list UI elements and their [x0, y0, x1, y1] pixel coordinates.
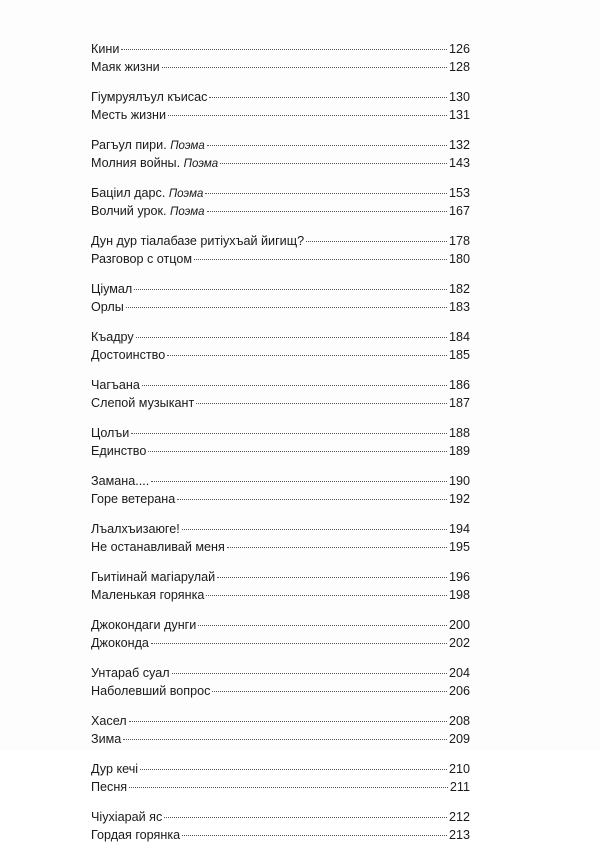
table-of-contents: [91, 40, 470, 856]
toc-entry-page-number: 184: [448, 330, 470, 344]
toc-entry-title-text: Песня: [91, 780, 128, 794]
dot-leader: [182, 529, 447, 530]
toc-entry-page-number: 143: [448, 156, 470, 170]
toc-entry: [91, 424, 470, 442]
toc-entry-title: [91, 298, 124, 316]
toc-entry-title: [91, 154, 218, 173]
toc-entry-title-text: Дун дур тіалабазе ритіухъай йигищ?: [91, 234, 305, 248]
toc-entry-page-number: 178: [448, 234, 470, 248]
toc-entry: [91, 826, 470, 844]
toc-entry-title: [91, 634, 149, 652]
toc-group: [91, 232, 470, 268]
toc-entry-page-number: 187: [448, 396, 470, 410]
toc-entry-title: [91, 808, 162, 826]
toc-group: [91, 568, 470, 604]
toc-entry: [91, 490, 470, 508]
toc-group: [91, 616, 470, 652]
toc-entry-genre-note: Поэма: [170, 140, 205, 152]
toc-entry-title-text: Чіухіарай яс: [91, 810, 163, 824]
toc-entry: [91, 712, 470, 730]
toc-entry: [91, 442, 470, 460]
toc-entry-page-number: 195: [448, 540, 470, 554]
toc-entry: [91, 328, 470, 346]
toc-group: [91, 664, 470, 700]
toc-entry-title-text: Достоинство: [91, 348, 166, 362]
toc-entry: [91, 250, 470, 268]
toc-entry-title: [91, 520, 180, 538]
dot-leader: [172, 673, 447, 674]
toc-entry-title: [91, 136, 205, 155]
toc-entry-page-number: 210: [448, 762, 470, 776]
toc-entry-page-number: 182: [448, 282, 470, 296]
toc-entry-page-number: 180: [448, 252, 470, 266]
toc-entry-page-number: 186: [448, 378, 470, 392]
toc-entry: [91, 298, 470, 316]
toc-entry-title: [91, 442, 146, 460]
toc-entry-page-number: 153: [448, 186, 470, 200]
toc-entry-title: [91, 616, 196, 634]
toc-entry: [91, 472, 470, 490]
dot-leader: [217, 577, 447, 578]
toc-entry: [91, 664, 470, 682]
toc-entry-page-number: 167: [448, 204, 470, 218]
dot-leader: [142, 385, 447, 386]
toc-entry: [91, 520, 470, 538]
dot-leader: [220, 163, 447, 164]
toc-entry-title-text: Чагъана: [91, 378, 140, 392]
dot-leader: [126, 307, 447, 308]
toc-entry-title: [91, 778, 127, 796]
toc-entry: [91, 58, 470, 76]
dot-leader: [205, 193, 447, 194]
toc-group: [91, 712, 470, 748]
toc-entry-title-text: Джокондаги дунги: [91, 618, 197, 632]
toc-entry: [91, 394, 470, 412]
toc-entry-page-number: 208: [448, 714, 470, 728]
toc-entry-title: [91, 280, 132, 298]
toc-entry-title-text: Дур кечі: [91, 762, 139, 776]
toc-entry: [91, 232, 470, 250]
toc-entry: [91, 586, 470, 604]
toc-entry-title-text: Гьитіинай магіарулай: [91, 570, 216, 584]
dot-leader: [129, 721, 447, 722]
toc-entry-title-text: Маленькая горянка: [91, 588, 205, 602]
toc-group: [91, 808, 470, 844]
toc-entry: [91, 154, 470, 172]
dot-leader: [136, 337, 447, 338]
toc-entry-page-number: 212: [448, 810, 470, 824]
toc-entry-title: [91, 232, 304, 250]
toc-entry-title: [91, 106, 166, 124]
toc-entry-title-text: Лъалхъизаюге!: [91, 522, 180, 536]
dot-leader: [194, 259, 447, 260]
dot-leader: [134, 289, 447, 290]
dot-leader: [148, 451, 447, 452]
toc-entry-title-text: Единство: [91, 444, 147, 458]
toc-entry-title-text: Орлы: [91, 300, 124, 314]
toc-entry-title: [91, 760, 138, 778]
toc-entry-page-number: 213: [448, 828, 470, 842]
toc-group: [91, 88, 470, 124]
toc-group: [91, 184, 470, 220]
dot-leader: [207, 145, 447, 146]
toc-entry: [91, 760, 470, 778]
toc-entry-title: [91, 58, 160, 76]
dot-leader: [207, 211, 447, 212]
toc-entry-title-text: Наболевший вопрос: [91, 684, 211, 698]
toc-entry: [91, 682, 470, 700]
toc-entry-page-number: 130: [448, 90, 470, 104]
dot-leader: [227, 547, 447, 548]
toc-entry: [91, 616, 470, 634]
toc-entry-title: [91, 40, 119, 58]
toc-entry-title-text: Гордая горянка: [91, 828, 181, 842]
toc-entry-title: [91, 328, 134, 346]
dot-leader: [131, 433, 447, 434]
toc-entry-title: [91, 250, 192, 268]
toc-group: [91, 136, 470, 172]
toc-entry-title-text: Цолъи: [91, 426, 130, 440]
toc-entry-title: [91, 586, 204, 604]
toc-entry-title: [91, 346, 165, 364]
dot-leader: [167, 355, 447, 356]
toc-entry-genre-note: Поэма: [183, 158, 219, 170]
toc-entry: [91, 202, 470, 220]
toc-entry-title: [91, 664, 170, 682]
toc-entry-title-text: Замана....: [91, 474, 150, 488]
toc-entry-page-number: 183: [448, 300, 470, 314]
toc-entry-title-text: Слепой музыкант: [91, 396, 195, 410]
toc-entry-title-text: Къадру: [91, 330, 134, 344]
toc-entry-title: [91, 730, 121, 748]
dot-leader: [121, 49, 447, 50]
toc-group: [91, 520, 470, 556]
toc-entry: [91, 778, 470, 796]
dot-leader: [177, 499, 447, 500]
toc-entry-title: [91, 376, 140, 394]
toc-entry-title: [91, 538, 225, 556]
dot-leader: [129, 787, 448, 788]
toc-entry-title: [91, 424, 129, 442]
toc-entry-title-text: Разговор с отцом: [91, 252, 193, 266]
toc-group: [91, 760, 470, 796]
toc-entry-title-text: Маяк жизни: [91, 60, 160, 74]
toc-entry: [91, 730, 470, 748]
toc-entry: [91, 634, 470, 652]
toc-entry: [91, 346, 470, 364]
toc-entry: [91, 88, 470, 106]
dot-leader: [198, 625, 447, 626]
toc-entry-page-number: 132: [448, 138, 470, 152]
toc-entry-title-text: Молния войны.: [91, 156, 181, 170]
toc-entry-page-number: 198: [448, 588, 470, 602]
toc-entry-title-text: Рагъул пири.: [91, 138, 167, 152]
toc-entry-page-number: 189: [448, 444, 470, 458]
dot-leader: [306, 241, 447, 242]
toc-entry: [91, 808, 470, 826]
toc-entry-title-text: Баціил дарс.: [91, 186, 166, 200]
toc-group: [91, 280, 470, 316]
toc-entry-page-number: 194: [448, 522, 470, 536]
toc-entry-title-text: Не останавливай меня: [91, 540, 225, 554]
toc-entry-title: [91, 472, 149, 490]
toc-entry-title-text: Горе ветерана: [91, 492, 176, 506]
toc-entry: [91, 184, 470, 202]
dot-leader: [209, 97, 447, 98]
toc-entry-page-number: 192: [448, 492, 470, 506]
toc-group: [91, 328, 470, 364]
toc-entry-title-text: Зима: [91, 732, 122, 746]
dot-leader: [168, 115, 447, 116]
toc-entry-title-text: Хасел: [91, 714, 127, 728]
toc-entry-page-number: 200: [448, 618, 470, 632]
toc-entry-page-number: 204: [448, 666, 470, 680]
toc-entry-page-number: 206: [448, 684, 470, 698]
toc-entry: [91, 568, 470, 586]
toc-entry-page-number: 185: [448, 348, 470, 362]
dot-leader: [196, 403, 447, 404]
toc-entry-title-text: Ціумал: [91, 282, 133, 296]
toc-group: [91, 424, 470, 460]
toc-entry: [91, 376, 470, 394]
toc-entry-page-number: 190: [448, 474, 470, 488]
toc-entry-title: [91, 568, 215, 586]
toc-entry: [91, 106, 470, 124]
toc-entry-page-number: 196: [448, 570, 470, 584]
toc-entry-title-text: Кини: [91, 42, 120, 56]
dot-leader: [123, 739, 447, 740]
dot-leader: [212, 691, 447, 692]
toc-entry-title-text: Гіумруялъул къисас: [91, 90, 208, 104]
toc-entry: [91, 538, 470, 556]
dot-leader: [164, 817, 447, 818]
toc-group: [91, 40, 470, 76]
dot-leader: [151, 481, 447, 482]
dot-leader: [182, 835, 447, 836]
toc-entry-genre-note: Поэма: [170, 206, 205, 218]
toc-group: [91, 376, 470, 412]
toc-entry-genre-note: Поэма: [168, 188, 204, 200]
toc-entry-page-number: 202: [448, 636, 470, 650]
dot-leader: [140, 769, 447, 770]
toc-entry-title: [91, 490, 175, 508]
toc-entry-page-number: 209: [448, 732, 470, 746]
toc-entry-page-number: 126: [448, 42, 470, 56]
toc-entry-title-text: Унтараб суал: [91, 666, 170, 680]
dot-leader: [206, 595, 447, 596]
toc-entry-page-number: 131: [448, 108, 470, 122]
toc-entry-title: [91, 682, 210, 700]
toc-entry: [91, 136, 470, 154]
toc-entry-title-text: Джоконда: [91, 636, 149, 650]
dot-leader: [151, 643, 447, 644]
dot-leader: [162, 67, 447, 68]
toc-entry-title-text: Месть жизни: [91, 108, 166, 122]
toc-entry: [91, 280, 470, 298]
toc-entry-page-number: 211: [449, 780, 470, 794]
toc-entry-title: [91, 184, 203, 203]
toc-entry-page-number: 188: [448, 426, 470, 440]
toc-entry-title-text: Волчий урок.: [91, 204, 167, 218]
toc-entry-page-number: 128: [448, 60, 470, 74]
toc-entry: [91, 40, 470, 58]
toc-group: [91, 472, 470, 508]
toc-entry-title: [91, 826, 180, 844]
toc-entry-title: [91, 202, 205, 221]
toc-entry-title: [91, 394, 194, 412]
toc-entry-title: [91, 712, 127, 730]
toc-entry-title: [91, 88, 207, 106]
